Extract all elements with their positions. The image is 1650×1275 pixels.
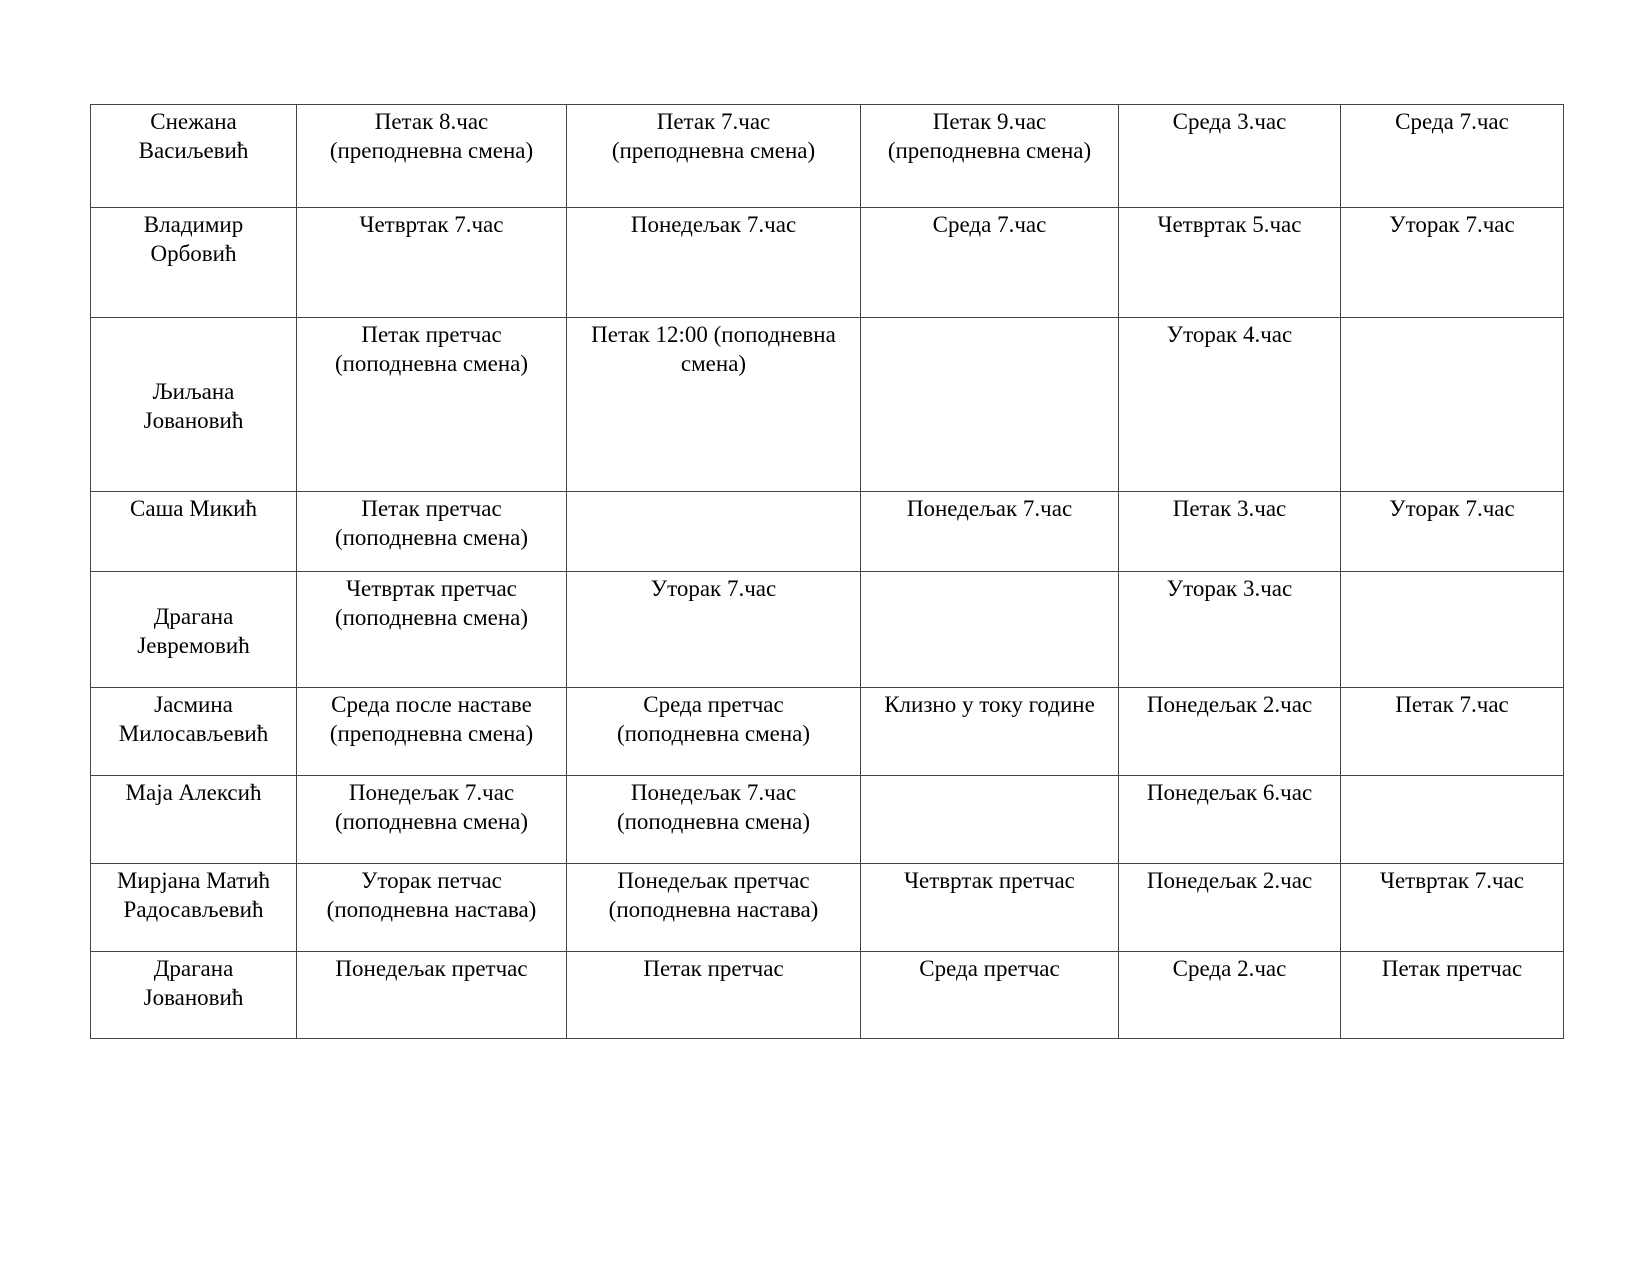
schedule-cell	[297, 208, 567, 318]
schedule-cell	[1119, 105, 1341, 208]
schedule-text: Среда 7.час	[1395, 109, 1509, 134]
teacher-name-cell	[91, 492, 297, 572]
schedule-cell	[297, 572, 567, 688]
schedule-cell	[567, 864, 861, 952]
schedule-cell	[861, 952, 1119, 1039]
teacher-name-cell	[91, 688, 297, 776]
schedule-text: Среда 7.час	[932, 212, 1047, 237]
schedule-text: Четвртак претчас (поподневна смена)	[334, 576, 529, 630]
schedule-text: Среда 2.час	[1172, 956, 1287, 981]
teacher-name-cell	[91, 105, 297, 208]
teacher-name-cell	[91, 208, 297, 318]
schedule-text: Клизно у току године	[884, 692, 1095, 717]
schedule-text: Уторак петчас (поподневна настава)	[326, 868, 537, 922]
schedule-text: Уторак 7.час	[650, 576, 777, 601]
teacher-name: Љиљана Јовановић	[143, 378, 244, 433]
schedule-text: Петак претчас (поподневна смена)	[334, 322, 529, 376]
schedule-cell	[297, 864, 567, 952]
schedule-text: Петак 7.час	[1395, 692, 1509, 717]
teacher-name: Јасмина Милосављевић	[118, 692, 269, 746]
schedule-cell	[1341, 864, 1564, 952]
schedule-cell	[1119, 208, 1341, 318]
schedule-cell	[861, 688, 1119, 776]
schedule-cell	[1341, 105, 1564, 208]
table-row	[91, 952, 1564, 1039]
schedule-cell	[297, 776, 567, 864]
schedule-cell	[861, 492, 1119, 572]
schedule-cell	[297, 318, 567, 492]
schedule-cell	[567, 776, 861, 864]
schedule-cell	[297, 105, 567, 208]
teacher-name-cell	[91, 864, 297, 952]
teacher-name-cell	[91, 318, 297, 492]
schedule-cell	[297, 688, 567, 776]
schedule-text: Понедељак 6.час	[1146, 780, 1313, 805]
table-row	[91, 492, 1564, 572]
schedule-text: Петак претчас (поподневна смена)	[334, 496, 529, 550]
schedule-cell	[861, 572, 1119, 688]
schedule-text: Петак 9.час (преподневна смена)	[887, 109, 1092, 163]
table-row	[91, 208, 1564, 318]
table-row	[91, 776, 1564, 864]
teacher-name: Драгана Јевремовић	[137, 603, 250, 658]
teacher-name: Саша Микић	[130, 496, 257, 521]
schedule-cell	[1341, 318, 1564, 492]
table-row	[91, 105, 1564, 208]
schedule-text: Четвртак 7.час	[359, 212, 504, 237]
schedule-text: Уторак 4.час	[1166, 322, 1293, 347]
schedule-cell	[1341, 776, 1564, 864]
schedule-text: Понедељак 7.час	[906, 496, 1073, 521]
schedule-text: Четвртак 5.час	[1157, 212, 1302, 237]
schedule-cell	[861, 105, 1119, 208]
schedule-cell	[297, 952, 567, 1039]
schedule-text: Понедељак претчас	[335, 956, 528, 981]
teacher-name-cell	[91, 952, 297, 1039]
schedule-cell	[1341, 208, 1564, 318]
schedule-cell	[567, 572, 861, 688]
schedule-cell	[1119, 572, 1341, 688]
table-row	[91, 572, 1564, 688]
schedule-text: Четвртак 7.час	[1380, 868, 1524, 893]
schedule-text: Среда после наставе (преподневна смена)	[329, 692, 534, 746]
schedule-cell	[1341, 952, 1564, 1039]
table-row	[91, 688, 1564, 776]
schedule-text: Среда претчас (поподневна смена)	[616, 692, 811, 746]
teacher-name: Снежана Васиљевић	[138, 109, 249, 163]
schedule-text: Четвртак претчас	[904, 868, 1075, 893]
schedule-cell	[1119, 492, 1341, 572]
table-row	[91, 318, 1564, 492]
schedule-cell	[567, 208, 861, 318]
schedule-text: Петак 7.час (преподневна смена)	[611, 109, 816, 163]
schedule-cell	[297, 492, 567, 572]
schedule-cell	[861, 776, 1119, 864]
schedule-table	[90, 104, 1564, 1039]
teacher-name: Маја Алексић	[125, 780, 262, 805]
schedule-cell	[1341, 572, 1564, 688]
table-row	[91, 864, 1564, 952]
schedule-cell	[1119, 864, 1341, 952]
teacher-name: Мирјана Матић Радосављевић	[116, 868, 271, 922]
schedule-cell	[567, 952, 861, 1039]
teacher-name-cell	[91, 572, 297, 688]
schedule-text: Петак 12:00 (поподневна смена)	[591, 322, 836, 376]
schedule-text: Уторак 3.час	[1166, 576, 1293, 601]
schedule-text: Понедељак 2.час	[1146, 868, 1313, 893]
schedule-text: Понедељак 2.час	[1146, 692, 1313, 717]
teacher-name: Драгана Јовановић	[143, 956, 244, 1010]
schedule-cell	[1341, 688, 1564, 776]
teacher-name-cell	[91, 776, 297, 864]
schedule-text: Понедељак претчас (поподневна настава)	[608, 868, 819, 922]
schedule-text: Петак претчас	[1381, 956, 1523, 981]
schedule-cell	[861, 864, 1119, 952]
schedule-cell	[567, 105, 861, 208]
schedule-text: Понедељак 7.час	[630, 212, 797, 237]
schedule-cell	[861, 208, 1119, 318]
schedule-text: Среда претчас	[919, 956, 1060, 981]
schedule-text: Петак 8.час (преподневна смена)	[329, 109, 534, 163]
schedule-text: Среда 3.час	[1172, 109, 1287, 134]
schedule-cell	[1119, 318, 1341, 492]
teacher-name: Владимир Орбовић	[143, 212, 244, 266]
schedule-text: Понедељак 7.час (поподневна смена)	[334, 780, 529, 834]
schedule-cell	[567, 492, 861, 572]
schedule-cell	[1341, 492, 1564, 572]
schedule-text: Уторак 7.час	[1389, 496, 1515, 521]
schedule-text: Петак 3.час	[1172, 496, 1287, 521]
schedule-cell	[1119, 952, 1341, 1039]
schedule-text: Понедељак 7.час (поподневна смена)	[616, 780, 811, 834]
schedule-text: Петак претчас	[643, 956, 784, 981]
schedule-cell	[861, 318, 1119, 492]
schedule-text: Уторак 7.час	[1389, 212, 1515, 237]
schedule-cell	[1119, 776, 1341, 864]
schedule-cell	[567, 318, 861, 492]
schedule-cell	[567, 688, 861, 776]
schedule-cell	[1119, 688, 1341, 776]
